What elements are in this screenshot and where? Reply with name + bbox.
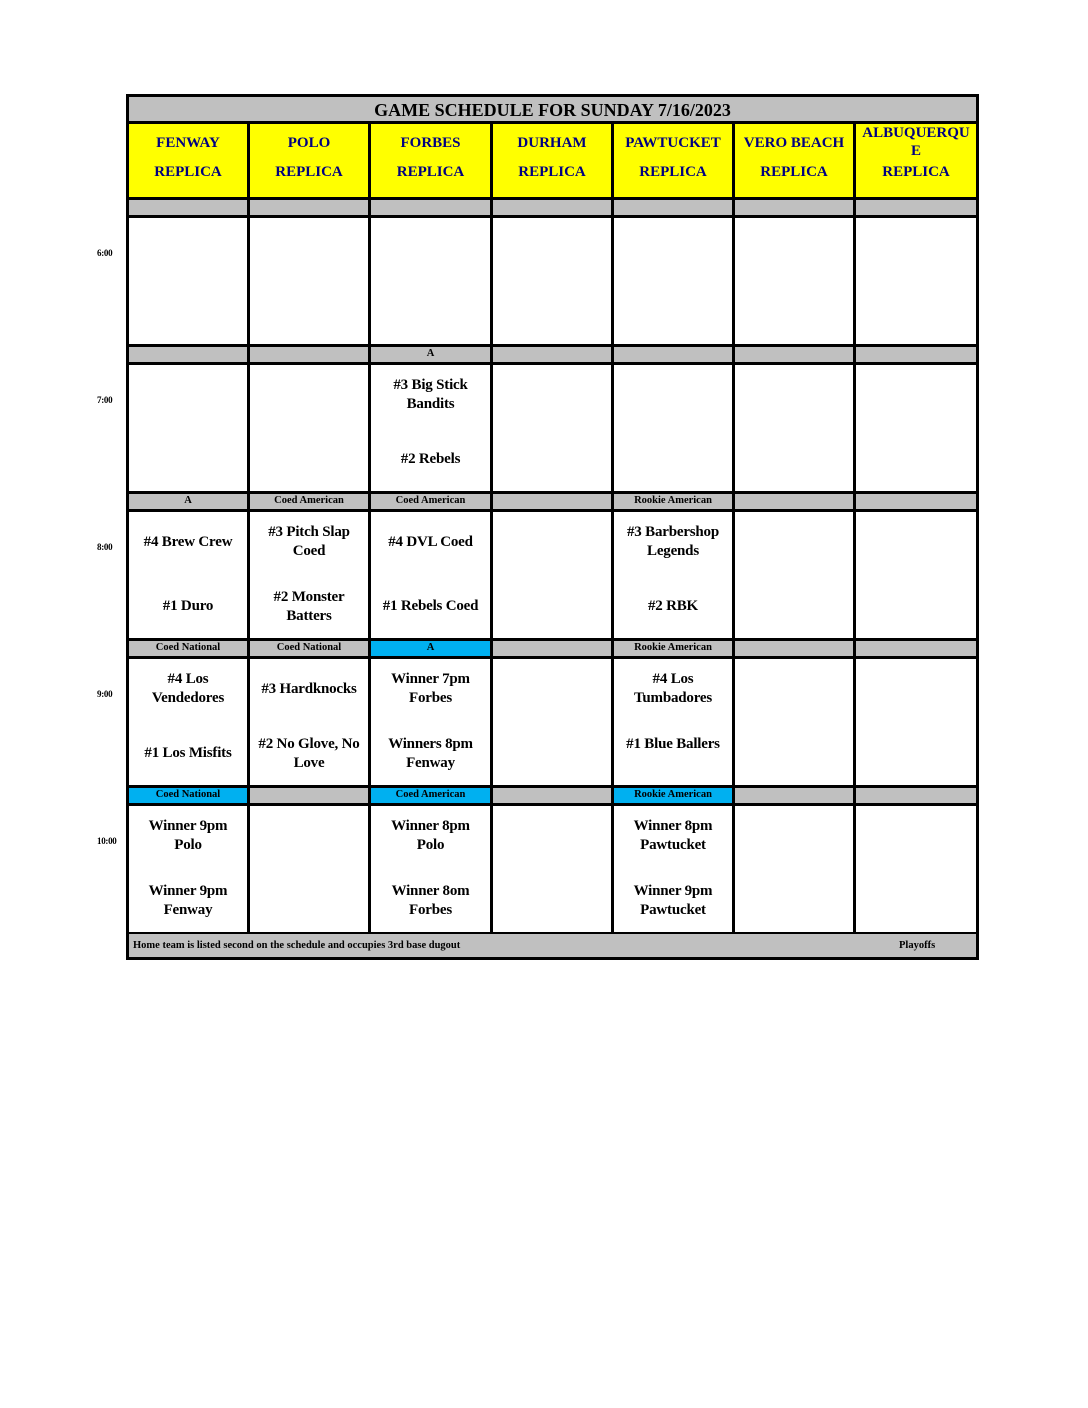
game-cell [614,512,735,641]
venue-sub: REPLICA [639,164,707,180]
division-bar [856,788,976,806]
division-bar [250,347,371,365]
home-team: Winner 9pm Pawtucket [633,883,713,918]
game-cell [129,365,250,494]
game-cell [493,806,614,935]
away-team: #3 Pitch Slap Coed [268,524,350,559]
game-cell [856,512,976,641]
game-cell [371,512,493,641]
division-bar [614,347,735,365]
division-bar: Coed National [250,641,371,659]
venue-sub: REPLICA [760,164,828,180]
venue-name: FENWAY [156,135,220,151]
home-team: #1 Los Misfits [144,745,232,761]
division-bar: Coed National [129,788,250,806]
division-bar: Rookie American [614,494,735,512]
time-label: 9:00 [97,689,113,699]
division-bar [856,347,976,365]
home-team: #2 Monster Batters [273,589,345,624]
division-bar [856,641,976,659]
division-bar: Rookie American [614,641,735,659]
away-team: #4 DVL Coed [388,534,473,550]
game-cell [250,512,371,641]
home-team: #1 Blue Ballers [626,736,720,752]
division-bar: Rookie American [614,788,735,806]
venue-sub: REPLICA [154,164,222,180]
home-team: #1 Duro [162,598,214,614]
venue-name: DURHAM [517,135,587,151]
division-bar: Coed National [129,641,250,659]
game-cell [856,218,976,347]
division-bar: Coed American [371,494,493,512]
venue-header-6 [735,124,856,200]
venue-name: VERO BEACH [743,135,845,151]
division-bar [493,200,614,218]
venue-header-7 [856,124,976,200]
time-label: 6:00 [97,248,113,258]
venue-sub: REPLICA [518,164,586,180]
division-bar [856,200,976,218]
division-bar [250,788,371,806]
away-team: #3 Big Stick Bandits [393,377,468,412]
schedule-title: GAME SCHEDULE FOR SUNDAY 7/16/2023 [129,97,976,124]
away-team: #3 Hardknocks [261,681,357,697]
venue-name: PAWTUCKET [625,135,721,151]
division-bar [735,200,856,218]
away-team: Winner 8pm Polo [391,818,470,853]
time-label: 10:00 [97,836,117,846]
game-cell [614,218,735,347]
game-cell [856,365,976,494]
game-cell [735,218,856,347]
venue-header-2 [250,124,371,200]
division-bar [735,494,856,512]
game-cell [250,659,371,788]
home-team: Winner 9pm Fenway [148,883,228,918]
venue-sub: REPLICA [396,164,465,180]
game-cell [856,659,976,788]
game-cell [856,806,976,935]
game-cell [614,659,735,788]
division-bar [614,200,735,218]
footer-bar [129,934,976,957]
game-cell [493,218,614,347]
division-bar [856,494,976,512]
venue-header-3 [371,124,493,200]
division-bar: Coed American [250,494,371,512]
away-team: #3 Barbershop Legends [627,524,719,559]
time-label: 7:00 [97,395,113,405]
game-cell [493,659,614,788]
division-bar [493,641,614,659]
home-team: #2 No Glove, No Love [258,736,360,771]
venue-header-5 [614,124,735,200]
game-cell [129,512,250,641]
home-team: Winner 8om Forbes [391,883,470,918]
game-cell [735,806,856,935]
game-cell [735,365,856,494]
game-cell [614,806,735,935]
game-cell [371,218,493,347]
division-bar [129,347,250,365]
division-bar [250,200,371,218]
game-cell [250,365,371,494]
game-cell [129,218,250,347]
division-bar: A [129,494,250,512]
venue-name: ALBUQUERQU E [862,125,970,159]
division-bar [371,200,493,218]
playoffs-label: Playoffs [899,940,936,951]
division-bar [129,200,250,218]
away-team: Winner 7pm Forbes [391,671,470,706]
game-cell [129,659,250,788]
away-team: Winner 8pm Pawtucket [633,818,713,853]
game-cell [371,659,493,788]
venue-header-1 [129,124,250,200]
division-bar [735,347,856,365]
home-team: Winners 8pm Fenway [388,736,473,771]
venue-sub: REPLICA [882,164,950,180]
division-bar [735,788,856,806]
division-bar [735,641,856,659]
away-team: #4 Los Tumbadores [633,671,713,706]
game-cell [371,806,493,935]
home-team: #2 RBK [647,598,699,614]
game-cell [614,365,735,494]
home-team: #2 Rebels [400,451,461,467]
game-cell [493,365,614,494]
venue-name: POLO [287,135,331,151]
division-bar [493,494,614,512]
division-bar [493,347,614,365]
division-bar: Coed American [371,788,493,806]
division-bar: A [371,641,493,659]
division-bar [493,788,614,806]
home-team-note: Home team is listed second on the schedule and occupies 3rd base dugout [133,940,461,951]
home-team: #1 Rebels Coed [382,598,479,614]
game-cell [250,806,371,935]
schedule-table [126,94,979,960]
division-bar: A [371,347,493,365]
venue-header-4 [493,124,614,200]
time-label: 8:00 [97,542,113,552]
venue-sub: REPLICA [275,164,343,180]
game-cell [371,365,493,494]
game-cell [735,512,856,641]
game-cell [129,806,250,935]
game-cell [493,512,614,641]
away-team: Winner 9pm Polo [148,818,228,853]
game-cell [735,659,856,788]
game-cell [250,218,371,347]
away-team: #4 Brew Crew [143,534,233,550]
venue-name: FORBES [400,135,461,151]
away-team: #4 Los Vendedores [151,671,225,706]
